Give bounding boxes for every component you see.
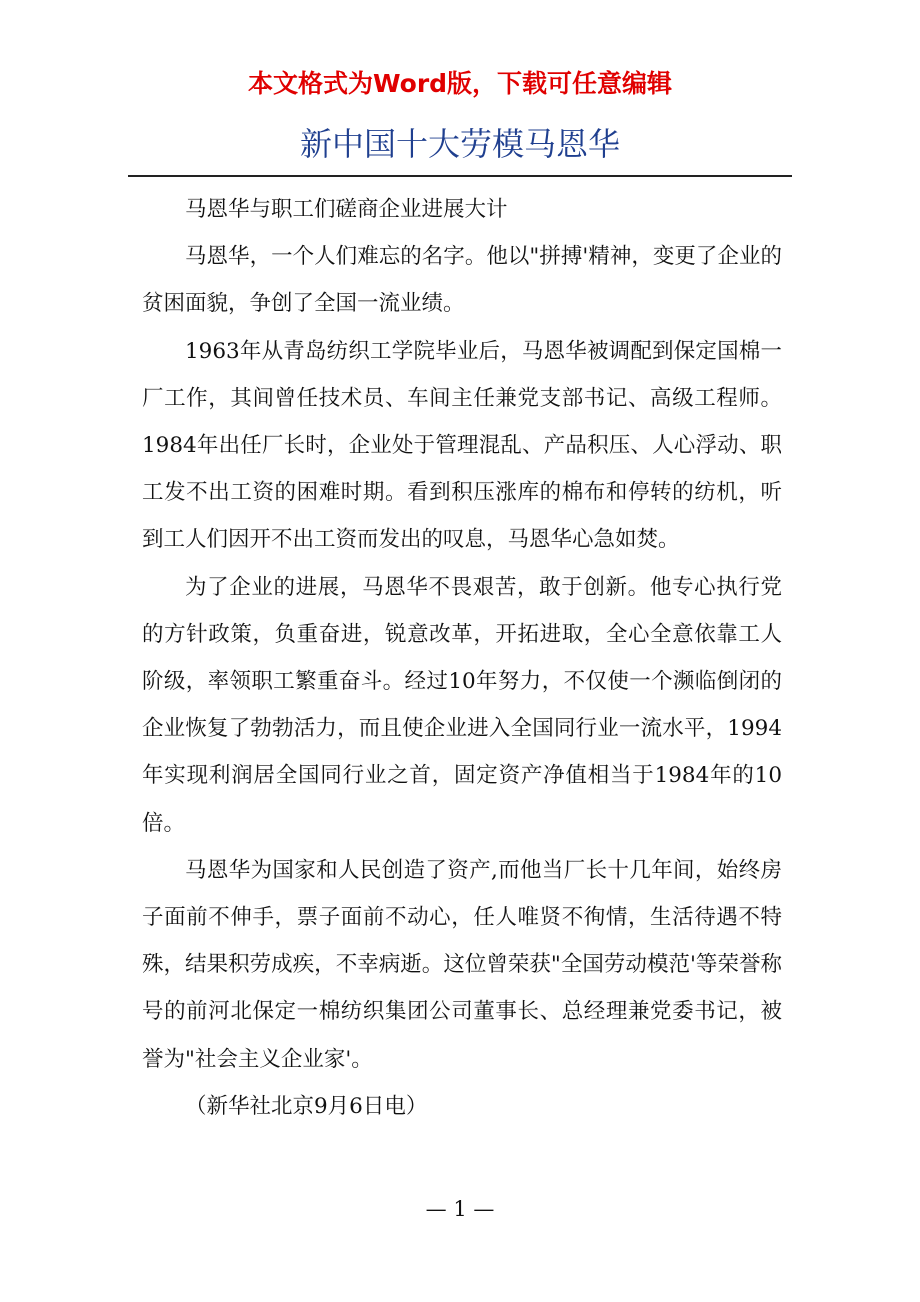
- paragraph: 为了企业的进展，马恩华不畏艰苦，敢于创新。他专心执行党的方针政策，负重奋进，锐意改革，开拓进取，全心全意依靠工人阶级，率领职工繁重奋斗。经过10年努力，不仅使一个濒临倒闭的企业恢复了勃勃活力，而且使企业进入全国同行业一流水平，1994年实现利润居全国同行业之首，固定资产净值相当于1984年的10倍。: [142, 574, 782, 836]
- download-banner: 本文格式为Word版，下载可任意编辑: [247, 69, 673, 98]
- paragraph-source: （新华社北京9月6日电）: [185, 1093, 428, 1119]
- paragraph: 1963年从青岛纺织工学院毕业后，马恩华被调配到保定国棉一厂工作，其间曾任技术员、车间主任兼党支部书记、高级工程师。1984年出任厂长时，企业处于管理混乱、产品积压、人心浮动、职工发不出工资的困难时期。看到积压涨库的棉布和停转的纺机，听到工人们因开不出工资而发出的叹息，马恩华心急如焚。: [142, 338, 782, 553]
- title-divider: [128, 175, 792, 177]
- paragraph-caption: 马恩华与职工们磋商企业进展大计: [185, 197, 508, 222]
- page-title: 新中国十大劳模马恩华: [299, 125, 620, 163]
- paragraph: 马恩华，一个人们难忘的名字。他以"拼搏'精神，变更了企业的贫困面貌，争创了全国一流业绩。: [142, 244, 782, 317]
- paragraph: 马恩华为国家和人民创造了资产,而他当厂长十几年间，始终房子面前不伸手，票子面前不动心，任人唯贤不徇情，生活待遇不特殊，结果积劳成疾，不幸病逝。这位曾荣获"全国劳动模范'等荣誉称号的前河北保定一棉纺织集团公司董事长、总经理兼党委书记，被誉为"社会主义企业家'。: [142, 857, 782, 1072]
- article-body: [142, 186, 782, 1130]
- page-number: — 1 —: [425, 1197, 495, 1221]
